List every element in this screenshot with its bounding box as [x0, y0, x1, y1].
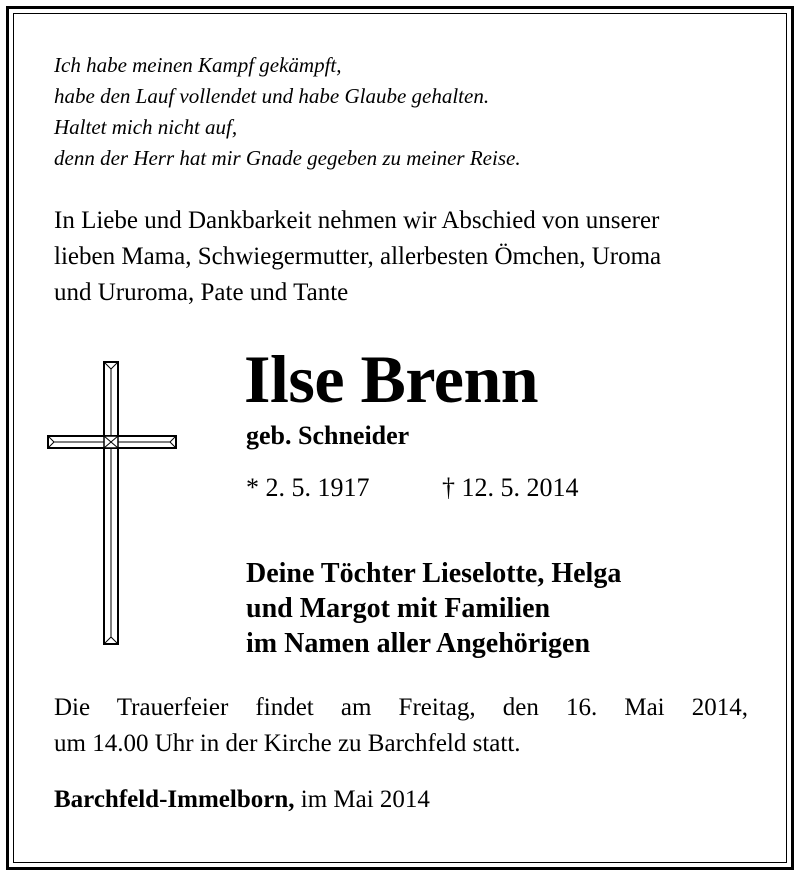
farewell-intro	[54, 203, 748, 311]
place-and-date	[54, 782, 430, 818]
cross-icon	[46, 360, 178, 646]
death-date: † 12. 5. 2014	[442, 473, 579, 502]
poem-verse	[54, 50, 521, 174]
place-town: Barchfeld-Immelborn,	[54, 786, 295, 813]
place-date: im Mai 2014	[294, 786, 430, 813]
intro-line: und Ururoma, Pate und Tante	[54, 279, 349, 306]
mourners-line: im Namen aller Angehörigen	[246, 628, 591, 659]
mourners-line: und Margot mit Familien	[246, 593, 551, 624]
mourners-signature	[246, 556, 621, 661]
funeral-service-info	[54, 690, 748, 762]
maiden-name: geb. Schneider	[246, 421, 410, 450]
poem-line: habe den Lauf vollendet und habe Glaube gehalten.	[54, 84, 490, 108]
deceased-name: Ilse Brenn	[244, 341, 539, 417]
mourners-line: Deine Töchter Lieselotte, Helga	[246, 558, 622, 589]
poem-line: Haltet mich nicht auf,	[54, 115, 238, 139]
poem-line: denn der Herr hat mir Gnade gegeben zu meiner Reise.	[54, 146, 521, 170]
birth-date: * 2. 5. 1917	[246, 473, 370, 502]
service-line: Die Trauerfeier findet am Freitag, den 16. Mai 2014,	[54, 694, 748, 721]
intro-line: lieben Mama, Schwiegermutter, allerbesten Ömchen, Uroma	[54, 243, 662, 270]
poem-line: Ich habe meinen Kampf gekämpft,	[54, 53, 342, 77]
service-line: um 14.00 Uhr in der Kirche zu Barchfeld statt.	[54, 730, 521, 757]
life-dates	[246, 470, 579, 506]
intro-line: In Liebe und Dankbarkeit nehmen wir Abschied von unserer	[54, 207, 660, 234]
